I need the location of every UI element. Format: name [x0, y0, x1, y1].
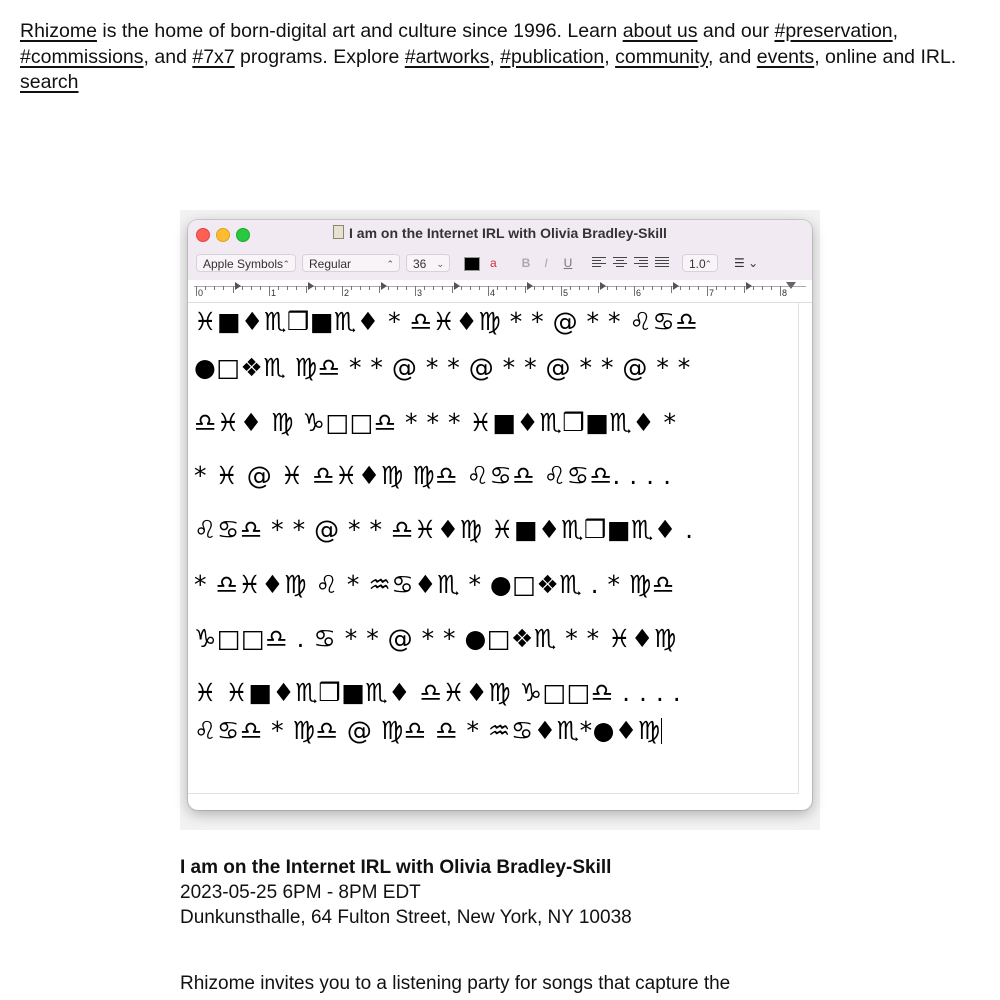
font-family-value: Apple Symbols — [203, 257, 284, 271]
document-text-line — [194, 624, 794, 653]
ruler-minor-tick — [698, 286, 699, 290]
ruler-minor-tick — [397, 286, 398, 290]
ruler-minor-tick — [506, 286, 507, 290]
document-text-line — [194, 307, 794, 336]
document-text-line-content: * ♎♓♦♍ ♌ * ♒♋♦♏ * ●□❖♏ . * ♍♎ — [194, 570, 675, 599]
ruler-minor-tick — [734, 286, 735, 290]
ruler-minor-tick — [652, 286, 653, 290]
ruler-minor-tick — [369, 286, 370, 290]
ruler-minor-tick — [552, 286, 553, 290]
up-down-chevron-icon: ⌃ — [386, 259, 394, 269]
tab-stop-marker — [527, 282, 533, 290]
ruler-minor-tick — [379, 286, 380, 293]
ruler-minor-tick — [616, 286, 617, 290]
tab-stop-marker — [308, 282, 314, 290]
event-details — [180, 855, 880, 996]
ruler-minor-tick — [725, 286, 726, 290]
document-icon — [333, 225, 344, 239]
document-text-line — [194, 716, 794, 745]
text-color-swatch — [464, 257, 480, 271]
ruler-number: 6 — [636, 288, 642, 298]
preservation-link[interactable]: #preservation — [774, 20, 893, 42]
ruler-minor-tick — [233, 286, 234, 293]
intro-text-7: , — [604, 45, 616, 68]
ruler-minor-tick — [771, 286, 772, 290]
ruler-minor-tick — [424, 286, 425, 290]
up-down-chevron-icon: ⌃ — [704, 259, 712, 269]
ruler-line — [194, 286, 806, 287]
align-left-icon — [592, 257, 606, 269]
ruler-minor-tick — [753, 286, 754, 290]
right-margin-marker — [786, 282, 796, 289]
line-spacing-value: 1.0 — [689, 257, 706, 271]
intro-text-4: , and — [143, 45, 193, 68]
chevron-down-icon: ⌄ — [436, 259, 444, 269]
event-location: Dunkunsthalle, 64 Fulton Street, New York, NY 10038 — [180, 907, 632, 928]
commissions-link[interactable]: #commissions — [20, 45, 144, 68]
ruler-minor-tick — [625, 286, 626, 290]
ruler-number: 8 — [782, 288, 788, 298]
tab-stop-marker — [235, 282, 241, 290]
ruler-minor-tick — [306, 286, 307, 293]
ruler-minor-tick — [497, 286, 498, 290]
highlight-color-icon: a — [490, 256, 497, 270]
ruler-minor-tick — [543, 286, 544, 290]
ruler-minor-tick — [388, 286, 389, 290]
ruler-major-tick — [196, 286, 197, 296]
document-text-line-content: ♑□□♎ . ♋ * * @ * * ●□❖♏ * * ♓♦♍ — [194, 624, 677, 653]
ruler-number: 0 — [198, 288, 204, 298]
ruler-minor-tick — [242, 286, 243, 290]
ruler-minor-tick — [296, 286, 297, 290]
ruler-minor-tick — [525, 286, 526, 293]
ruler-minor-tick — [223, 286, 224, 290]
ruler-minor-tick — [680, 286, 681, 290]
ruler-minor-tick — [671, 286, 672, 293]
event-title: I am on the Internet IRL with Olivia Bradley-Skill — [180, 857, 612, 878]
document-text-area — [188, 303, 799, 794]
artworks-link[interactable]: #artworks — [404, 45, 490, 68]
tab-stop-marker — [381, 282, 387, 290]
ruler-number: 1 — [271, 288, 277, 298]
bold-button: B — [521, 256, 531, 270]
ruler-major-tick — [780, 286, 781, 296]
italic-button: I — [544, 256, 548, 270]
font-style-value: Regular — [309, 257, 352, 271]
ruler-minor-tick — [598, 286, 599, 293]
intro-text-3: , — [892, 20, 899, 42]
tab-stop-marker — [454, 282, 460, 290]
7x7-link[interactable]: #7x7 — [192, 45, 235, 68]
ruler-minor-tick — [643, 286, 644, 290]
intro-text-9: , online and IRL. — [814, 45, 957, 68]
tab-stop-marker — [600, 282, 606, 290]
ruler-major-tick — [269, 286, 270, 296]
ruler-minor-tick — [689, 286, 690, 290]
ruler-minor-tick — [315, 286, 316, 290]
document-text-line-content: ●□❖♏ ♍♎ * * @ * * @ * * @ * * @ * * — [194, 353, 691, 382]
document-text-line — [194, 678, 794, 707]
ruler-minor-tick — [452, 286, 453, 293]
window-title-text: I am on the Internet IRL with Olivia Bradley-Skill — [349, 225, 667, 241]
underline-button: U — [563, 256, 573, 270]
document-text-line — [194, 408, 794, 437]
ruler-number: 2 — [344, 288, 350, 298]
ruler-number: 3 — [417, 288, 423, 298]
ruler-minor-tick — [534, 286, 535, 290]
ruler-major-tick — [415, 286, 416, 296]
events-link[interactable]: events — [756, 45, 815, 68]
format-toolbar — [188, 248, 812, 280]
ruler-minor-tick — [716, 286, 717, 290]
intro-paragraph — [20, 19, 970, 96]
tab-stop-marker — [673, 282, 679, 290]
document-text-line-content: * ♓ @ ♓ ♎♓♦♍ ♍♎ ♌♋♎ ♌♋♎. . . . — [194, 461, 672, 490]
font-size-value: 36 — [413, 257, 427, 271]
ruler-minor-tick — [214, 286, 215, 290]
intro-text-1: is the home of born-digital art and culture since 1996. Learn — [96, 20, 623, 42]
ruler — [188, 280, 812, 303]
ruler-minor-tick — [762, 286, 763, 290]
font-style-popup — [302, 254, 400, 272]
ruler-number: 4 — [490, 288, 496, 298]
ruler-minor-tick — [661, 286, 662, 290]
ruler-minor-tick — [461, 286, 462, 290]
rhizome-link[interactable]: Rhizome — [20, 20, 97, 42]
document-text-line-content: ♎♓♦ ♍ ♑□□♎ * * * ♓■♦♏❒■♏♦ * — [194, 408, 677, 437]
ruler-minor-tick — [251, 286, 252, 290]
align-right-icon — [634, 257, 648, 269]
about-us-link[interactable]: about us — [622, 20, 698, 42]
ruler-minor-tick — [515, 286, 516, 290]
event-description: Rhizome invites you to a listening party for songs that capture the — [180, 973, 731, 994]
document-text-line — [194, 461, 794, 490]
ruler-minor-tick — [479, 286, 480, 290]
line-spacing-popup — [682, 254, 718, 272]
ruler-number: 7 — [709, 288, 715, 298]
tab-stop-marker — [746, 282, 752, 290]
ruler-minor-tick — [406, 286, 407, 290]
event-datetime: 2023-05-25 6PM - 8PM EDT — [180, 882, 421, 903]
justify-icon — [655, 257, 669, 269]
ruler-major-tick — [488, 286, 489, 296]
up-down-chevron-icon: ⌃ — [282, 259, 290, 269]
ruler-minor-tick — [351, 286, 352, 290]
ruler-minor-tick — [588, 286, 589, 290]
ruler-major-tick — [561, 286, 562, 296]
ruler-number: 5 — [563, 288, 569, 298]
intro-text-8: , and — [707, 45, 757, 68]
ruler-minor-tick — [287, 286, 288, 290]
ruler-major-tick — [342, 286, 343, 296]
list-bullets-icon: ☰ ⌄ — [734, 256, 759, 270]
document-text-line-content: ♓■♦♏❒■♏♦ * ♎♓♦♍ * * @ * * ♌♋♎ — [194, 307, 699, 336]
window-title-bar — [188, 220, 812, 248]
document-text-line-content: ♌♋♎ * * @ * * ♎♓♦♍ ♓■♦♏❒■♏♦ . — [194, 515, 694, 544]
font-family-popup — [196, 254, 296, 272]
document-text-line-content: ♌♋♎ * ♍♎ @ ♍♎ ♎ * ♒♋♦♏*●♦♍ — [194, 716, 661, 745]
ruler-minor-tick — [607, 286, 608, 290]
intro-text-5: programs. Explore — [234, 45, 405, 68]
textedit-window — [188, 220, 812, 810]
publication-link[interactable]: #publication — [500, 45, 605, 68]
ruler-minor-tick — [360, 286, 361, 290]
document-text-line-content: ♓ ♓■♦♏❒■♏♦ ♎♓♦♍ ♑□□♎ . . . . — [194, 678, 682, 707]
ruler-minor-tick — [442, 286, 443, 290]
font-size-field — [406, 254, 450, 272]
ruler-minor-tick — [744, 286, 745, 293]
window-title — [188, 225, 812, 241]
ruler-minor-tick — [433, 286, 434, 290]
community-link[interactable]: community — [615, 45, 708, 68]
event-screenshot-image — [180, 210, 820, 830]
intro-text-6: , — [489, 45, 501, 68]
ruler-minor-tick — [570, 286, 571, 290]
document-text-line — [194, 570, 794, 599]
document-text-line — [194, 353, 794, 382]
search-link[interactable]: search — [20, 71, 79, 93]
intro-text-2: and our — [697, 20, 775, 42]
ruler-minor-tick — [205, 286, 206, 290]
ruler-minor-tick — [278, 286, 279, 290]
align-center-icon — [613, 257, 627, 269]
ruler-major-tick — [634, 286, 635, 296]
ruler-minor-tick — [260, 286, 261, 290]
ruler-minor-tick — [324, 286, 325, 290]
ruler-minor-tick — [333, 286, 334, 290]
document-text-line — [194, 515, 794, 544]
ruler-minor-tick — [579, 286, 580, 290]
text-caret — [661, 718, 663, 744]
ruler-minor-tick — [470, 286, 471, 290]
ruler-major-tick — [707, 286, 708, 296]
